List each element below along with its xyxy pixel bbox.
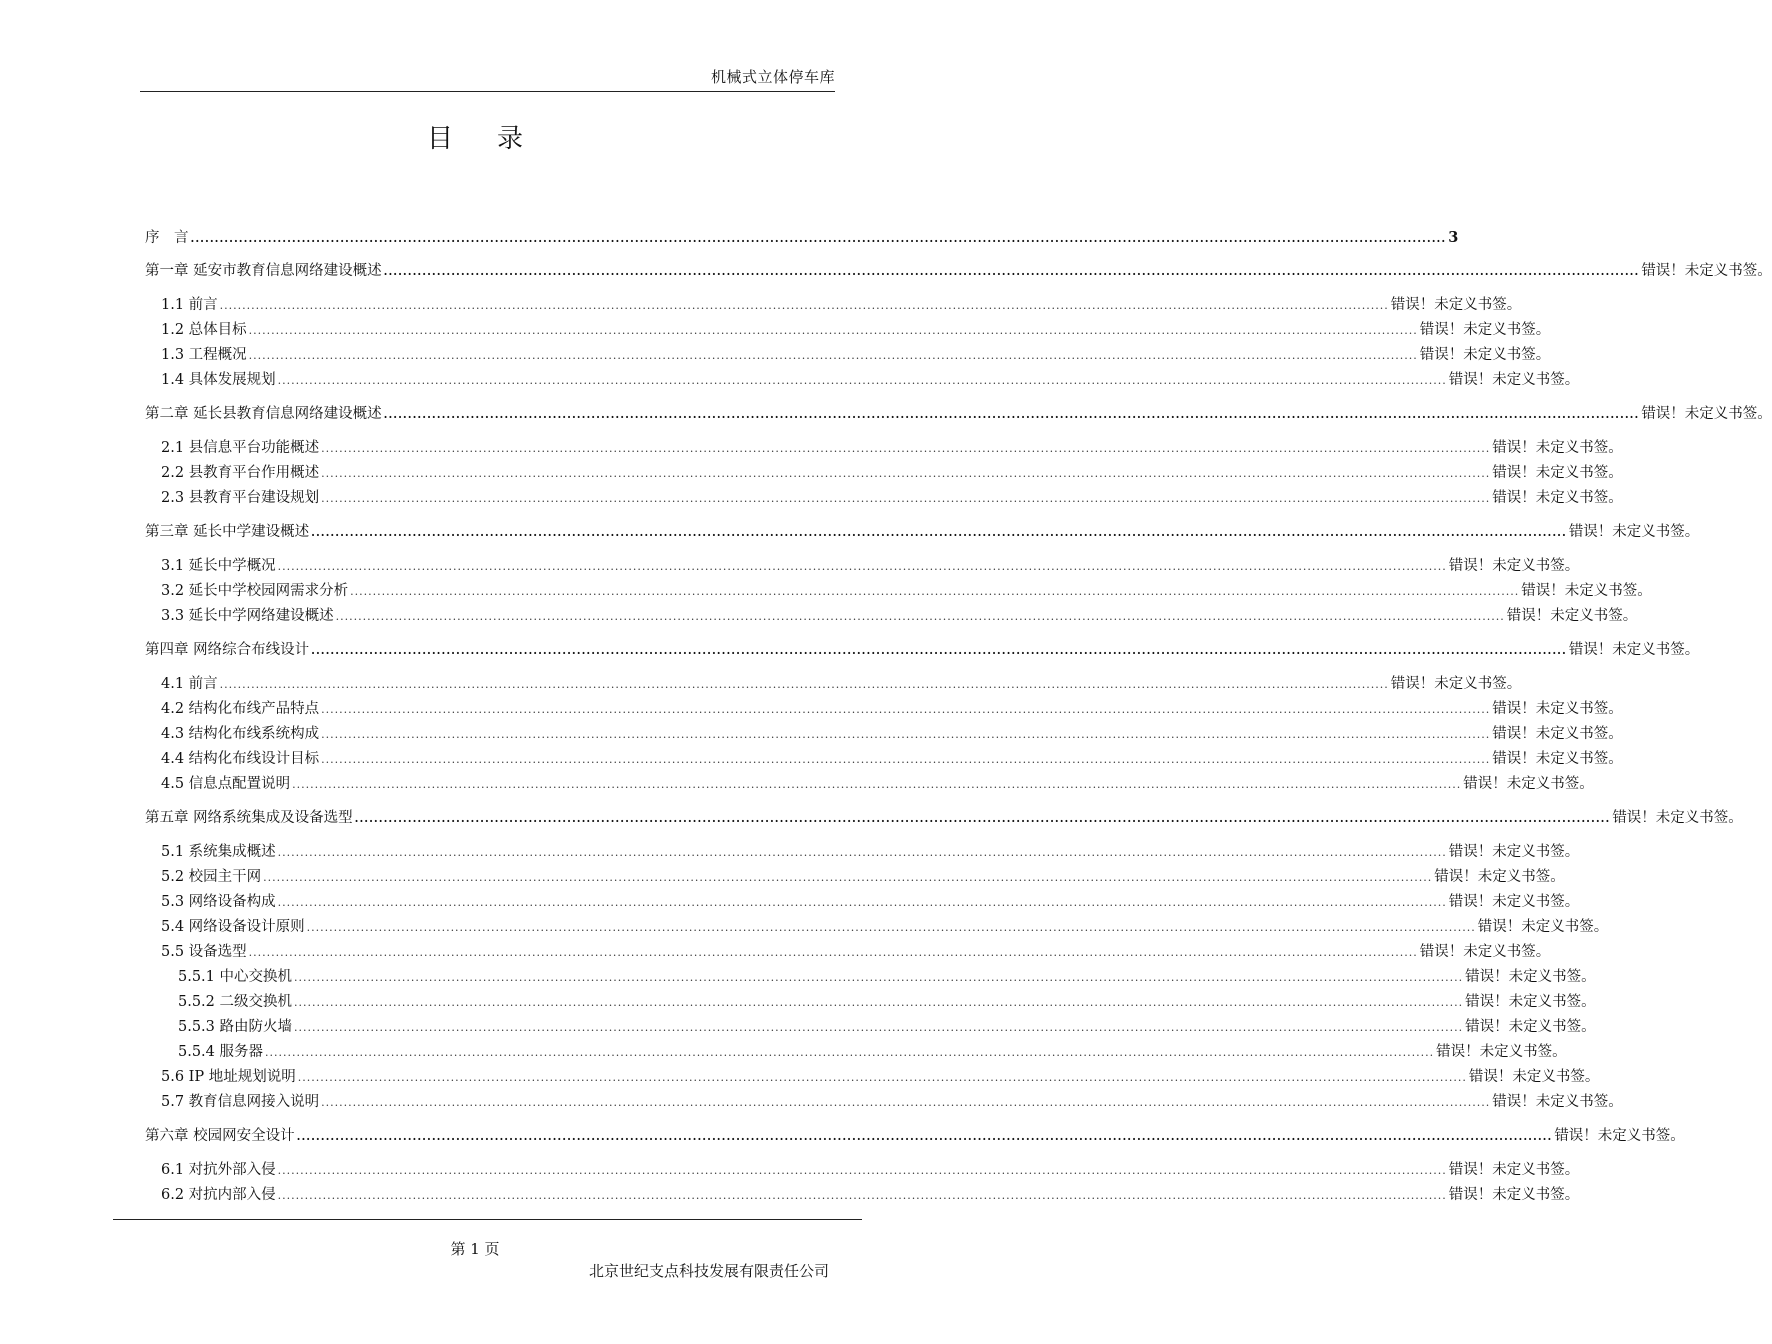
toc-entry-label: 1.3 工程概况 xyxy=(161,347,247,363)
toc-entry-label: 2.1 县信息平台功能概述 xyxy=(161,440,320,456)
toc-entry-label: 1.4 具体发展规划 xyxy=(161,372,276,388)
toc-entry-label: 5.5.4 服务器 xyxy=(178,1044,264,1060)
toc-entry[interactable] xyxy=(145,806,1743,831)
toc-entry-page: 错误！未定义书签。 xyxy=(1448,1162,1580,1178)
toc-leader-dots: .................................................................................................................................................................................................................................................................... xyxy=(294,971,1464,984)
toc-leader-dots: .................................................................................................................................................................................................................................................................... xyxy=(277,896,1447,909)
toc-entry[interactable] xyxy=(145,1090,1623,1115)
toc-entry-page: 错误！未定义书签。 xyxy=(1419,322,1551,338)
toc-leader-dots: .................................................................................................................................................................................................................................................................... xyxy=(219,678,1389,691)
toc-entry-label: 5.1 系统集成概述 xyxy=(161,844,276,860)
toc-entry[interactable] xyxy=(145,1124,1685,1149)
toc-entry-label: 第六章 校园网安全设计 xyxy=(145,1128,295,1144)
page-number: 第 1 页 xyxy=(450,1240,500,1258)
toc-leader-dots: .................................................................................................................................................................................................................................................................... xyxy=(321,467,1491,480)
toc-entry-page: 错误！未定义书签。 xyxy=(1463,776,1594,792)
toc-title-part1: 目 xyxy=(426,124,453,154)
toc-entry-label: 第四章 网络综合布线设计 xyxy=(145,642,310,658)
toc-entry-page: 错误！未定义书签。 xyxy=(1390,297,1522,313)
toc-entry-label: 5.5.1 中心交换机 xyxy=(178,969,293,985)
toc-entry[interactable] xyxy=(145,747,1623,772)
toc-entry[interactable] xyxy=(145,990,1596,1015)
toc-entry-label: 5.2 校园主干网 xyxy=(161,869,262,885)
toc-entry-label: 4.5 信息点配置说明 xyxy=(161,776,291,792)
toc-entry-page: 错误！未定义书签。 xyxy=(1568,524,1700,540)
toc-entry[interactable] xyxy=(145,638,1700,663)
toc-entry[interactable] xyxy=(145,890,1580,915)
toc-entry-label: 3.2 延长中学校园网需求分析 xyxy=(161,583,349,599)
toc-entry-label: 5.4 网络设备设计原则 xyxy=(161,919,305,935)
header-rule xyxy=(140,91,835,92)
toc-leader-dots: .................................................................................................................................................................................................................................................................... xyxy=(294,996,1464,1009)
toc-leader-dots: .................................................................................................................................................................................................................................................................... xyxy=(248,946,1418,959)
toc-entry-label: 5.5.2 二级交换机 xyxy=(178,994,293,1010)
toc-entry-page: 错误！未定义书签。 xyxy=(1492,751,1623,767)
toc-entry-page: 错误！未定义书签。 xyxy=(1477,919,1609,935)
toc-entry[interactable] xyxy=(145,259,1772,284)
toc-entry-page: 错误！未定义书签。 xyxy=(1448,844,1580,860)
toc-entry-label: 5.5.3 路由防火墙 xyxy=(178,1019,293,1035)
toc-entry-page: 错误！未定义书签。 xyxy=(1506,608,1638,624)
toc-leader-dots: .................................................................................................................................................................................................................................................................... xyxy=(277,1164,1447,1177)
toc-leader-dots: .................................................................................................................................................................................................................................................................... xyxy=(294,1021,1464,1034)
toc-entry-page: 错误！未定义书签。 xyxy=(1419,944,1551,960)
toc-leader-dots: .................................................................................................................................................................................................................................................................... xyxy=(277,1189,1447,1202)
toc-entry-label: 第一章 延安市教育信息网络建设概述 xyxy=(145,263,382,279)
toc-entry[interactable] xyxy=(145,520,1700,545)
toc-entry-page: 错误！未定义书签。 xyxy=(1465,994,1596,1010)
toc-entry-label: 5.3 网络设备构成 xyxy=(161,894,276,910)
toc-entry[interactable] xyxy=(145,293,1522,318)
toc-entry-page: 错误！未定义书签。 xyxy=(1492,490,1623,506)
toc-leader-dots: .................................................................................................................................................................................................................................................................... xyxy=(265,1046,1435,1059)
toc-entry-page: 错误！未定义书签。 xyxy=(1554,1128,1685,1144)
toc-leader-dots: .................................................................................................................................................................................................................................................................... xyxy=(321,728,1491,741)
toc-entry-page: 3 xyxy=(1448,229,1459,246)
toc-entry[interactable] xyxy=(145,579,1652,604)
toc-leader-dots: .................................................................................................................................................................................................................................................................... xyxy=(277,560,1447,573)
toc-entry-page: 错误！未定义书签。 xyxy=(1390,676,1522,692)
toc-entry-page: 错误！未定义书签。 xyxy=(1448,372,1580,388)
toc-leader-dots: .................................................................................................................................................................................................................................................................... xyxy=(248,324,1418,337)
toc-entry-label: 5.5 设备选型 xyxy=(161,944,247,960)
toc-leader-dots: .................................................................................................................................................................................................................................................................... xyxy=(335,610,1505,623)
toc-leader-dots: .................................................................................................................................................................................................................................................................... xyxy=(354,812,1611,825)
toc-leader-dots: .................................................................................................................................................................................................................................................................... xyxy=(277,846,1447,859)
toc-entry-page: 错误！未定义书签。 xyxy=(1448,1187,1580,1203)
toc-entry-label: 6.1 对抗外部入侵 xyxy=(161,1162,276,1178)
toc-entry-page: 错误！未定义书签。 xyxy=(1465,1019,1596,1035)
header-title: 机械式立体停车库 xyxy=(710,68,835,86)
toc-entry-label: 4.4 结构化布线设计目标 xyxy=(161,751,320,767)
toc-entry[interactable] xyxy=(145,865,1565,890)
toc-entry[interactable] xyxy=(145,915,1609,940)
toc-entry-page: 错误！未定义书签。 xyxy=(1492,701,1623,717)
footer-rule xyxy=(113,1219,862,1220)
toc-entry-label: 4.3 结构化布线系统构成 xyxy=(161,726,320,742)
toc-leader-dots: .................................................................................................................................................................................................................................................................... xyxy=(263,871,1433,884)
table-of-contents xyxy=(145,225,1772,1208)
toc-entry[interactable] xyxy=(145,436,1623,461)
toc-entry-page: 错误！未定义书签。 xyxy=(1492,1094,1623,1110)
toc-entry-page: 错误！未定义书签。 xyxy=(1492,726,1623,742)
toc-entry[interactable] xyxy=(145,368,1580,393)
toc-title-part2: 录 xyxy=(497,124,524,154)
toc-entry-page: 错误！未定义书签。 xyxy=(1492,440,1623,456)
toc-leader-dots: .................................................................................................................................................................................................................................................................... xyxy=(296,1130,1553,1143)
toc-leader-dots: .................................................................................................................................................................................................................................................................... xyxy=(311,644,1567,657)
toc-leader-dots: .................................................................................................................................................................................................................................................................... xyxy=(321,1096,1491,1109)
toc-entry-label: 6.2 对抗内部入侵 xyxy=(161,1187,276,1203)
toc-entry[interactable] xyxy=(145,402,1772,427)
toc-entry[interactable] xyxy=(145,554,1580,579)
toc-leader-dots: .................................................................................................................................................................................................................................................................... xyxy=(190,232,1447,245)
toc-leader-dots: .................................................................................................................................................................................................................................................................... xyxy=(321,442,1491,455)
toc-entry[interactable] xyxy=(145,1040,1567,1065)
toc-entry[interactable] xyxy=(145,604,1638,629)
toc-leader-dots: .................................................................................................................................................................................................................................................................... xyxy=(248,349,1418,362)
company-name: 北京世纪支点科技发展有限责任公司 xyxy=(588,1262,829,1280)
toc-leader-dots: .................................................................................................................................................................................................................................................................... xyxy=(277,374,1447,387)
toc-entry-page: 错误！未定义书签。 xyxy=(1568,642,1700,658)
toc-entry-label: 4.1 前言 xyxy=(161,676,218,692)
toc-entry-page: 错误！未定义书签。 xyxy=(1521,583,1652,599)
toc-entry-page: 错误！未定义书签。 xyxy=(1465,969,1596,985)
toc-leader-dots: .................................................................................................................................................................................................................................................................... xyxy=(350,585,1520,598)
toc-entry-label: 3.3 延长中学网络建设概述 xyxy=(161,608,334,624)
toc-leader-dots: .................................................................................................................................................................................................................................................................... xyxy=(311,526,1567,539)
toc-entry-label: 3.1 延长中学概况 xyxy=(161,558,276,574)
toc-entry[interactable] xyxy=(145,486,1623,511)
toc-entry[interactable] xyxy=(145,1065,1600,1090)
toc-entry-label: 5.7 教育信息网接入说明 xyxy=(161,1094,320,1110)
toc-entry-page: 错误！未定义书签。 xyxy=(1492,465,1623,481)
toc-leader-dots: .................................................................................................................................................................................................................................................................... xyxy=(297,1071,1467,1084)
toc-entry-page: 错误！未定义书签。 xyxy=(1468,1069,1600,1085)
toc-entry-label: 1.2 总体目标 xyxy=(161,322,247,338)
toc-entry-label: 5.6 IP 地址规划说明 xyxy=(161,1069,296,1085)
toc-entry-label: 4.2 结构化布线产品特点 xyxy=(161,701,320,717)
toc-title xyxy=(0,118,950,155)
toc-leader-dots: .................................................................................................................................................................................................................................................................... xyxy=(383,265,1640,278)
toc-entry-page: 错误！未定义书签。 xyxy=(1448,558,1580,574)
toc-entry-page: 错误！未定义书签。 xyxy=(1448,894,1580,910)
toc-entry-page: 错误！未定义书签。 xyxy=(1434,869,1565,885)
toc-entry-page: 错误！未定义书签。 xyxy=(1419,347,1551,363)
toc-entry[interactable] xyxy=(145,965,1596,990)
toc-leader-dots: .................................................................................................................................................................................................................................................................... xyxy=(383,408,1640,421)
toc-entry[interactable] xyxy=(145,1183,1580,1208)
toc-leader-dots: .................................................................................................................................................................................................................................................................... xyxy=(321,753,1491,766)
toc-leader-dots: .................................................................................................................................................................................................................................................................... xyxy=(292,778,1462,791)
toc-entry[interactable] xyxy=(145,772,1594,797)
toc-entry[interactable] xyxy=(145,697,1623,722)
toc-entry-page: 错误！未定义书签。 xyxy=(1436,1044,1567,1060)
toc-entry-label: 第二章 延长县教育信息网络建设概述 xyxy=(145,406,382,422)
toc-entry-label: 2.3 县教育平台建设规划 xyxy=(161,490,320,506)
toc-entry-page: 错误！未定义书签。 xyxy=(1641,406,1772,422)
toc-entry-page: 错误！未定义书签。 xyxy=(1641,263,1772,279)
toc-entry-page: 错误！未定义书签。 xyxy=(1612,810,1743,826)
toc-entry-label: 序 言 xyxy=(145,230,189,246)
toc-entry[interactable] xyxy=(145,225,1459,250)
toc-entry-label: 第五章 网络系统集成及设备选型 xyxy=(145,810,353,826)
toc-entry-label: 2.2 县教育平台作用概述 xyxy=(161,465,320,481)
toc-leader-dots: .................................................................................................................................................................................................................................................................... xyxy=(321,492,1491,505)
toc-entry[interactable] xyxy=(145,722,1623,747)
toc-entry[interactable] xyxy=(145,1158,1580,1183)
toc-entry-label: 1.1 前言 xyxy=(161,297,218,313)
toc-entry[interactable] xyxy=(145,940,1551,965)
toc-entry[interactable] xyxy=(145,343,1551,368)
toc-entry[interactable] xyxy=(145,840,1580,865)
toc-leader-dots: .................................................................................................................................................................................................................................................................... xyxy=(321,703,1491,716)
toc-entry[interactable] xyxy=(145,672,1522,697)
toc-leader-dots: .................................................................................................................................................................................................................................................................... xyxy=(219,299,1389,312)
toc-entry[interactable] xyxy=(145,461,1623,486)
toc-leader-dots: .................................................................................................................................................................................................................................................................... xyxy=(306,921,1476,934)
toc-entry-label: 第三章 延长中学建设概述 xyxy=(145,524,310,540)
toc-entry[interactable] xyxy=(145,1015,1596,1040)
toc-entry[interactable] xyxy=(145,318,1551,343)
